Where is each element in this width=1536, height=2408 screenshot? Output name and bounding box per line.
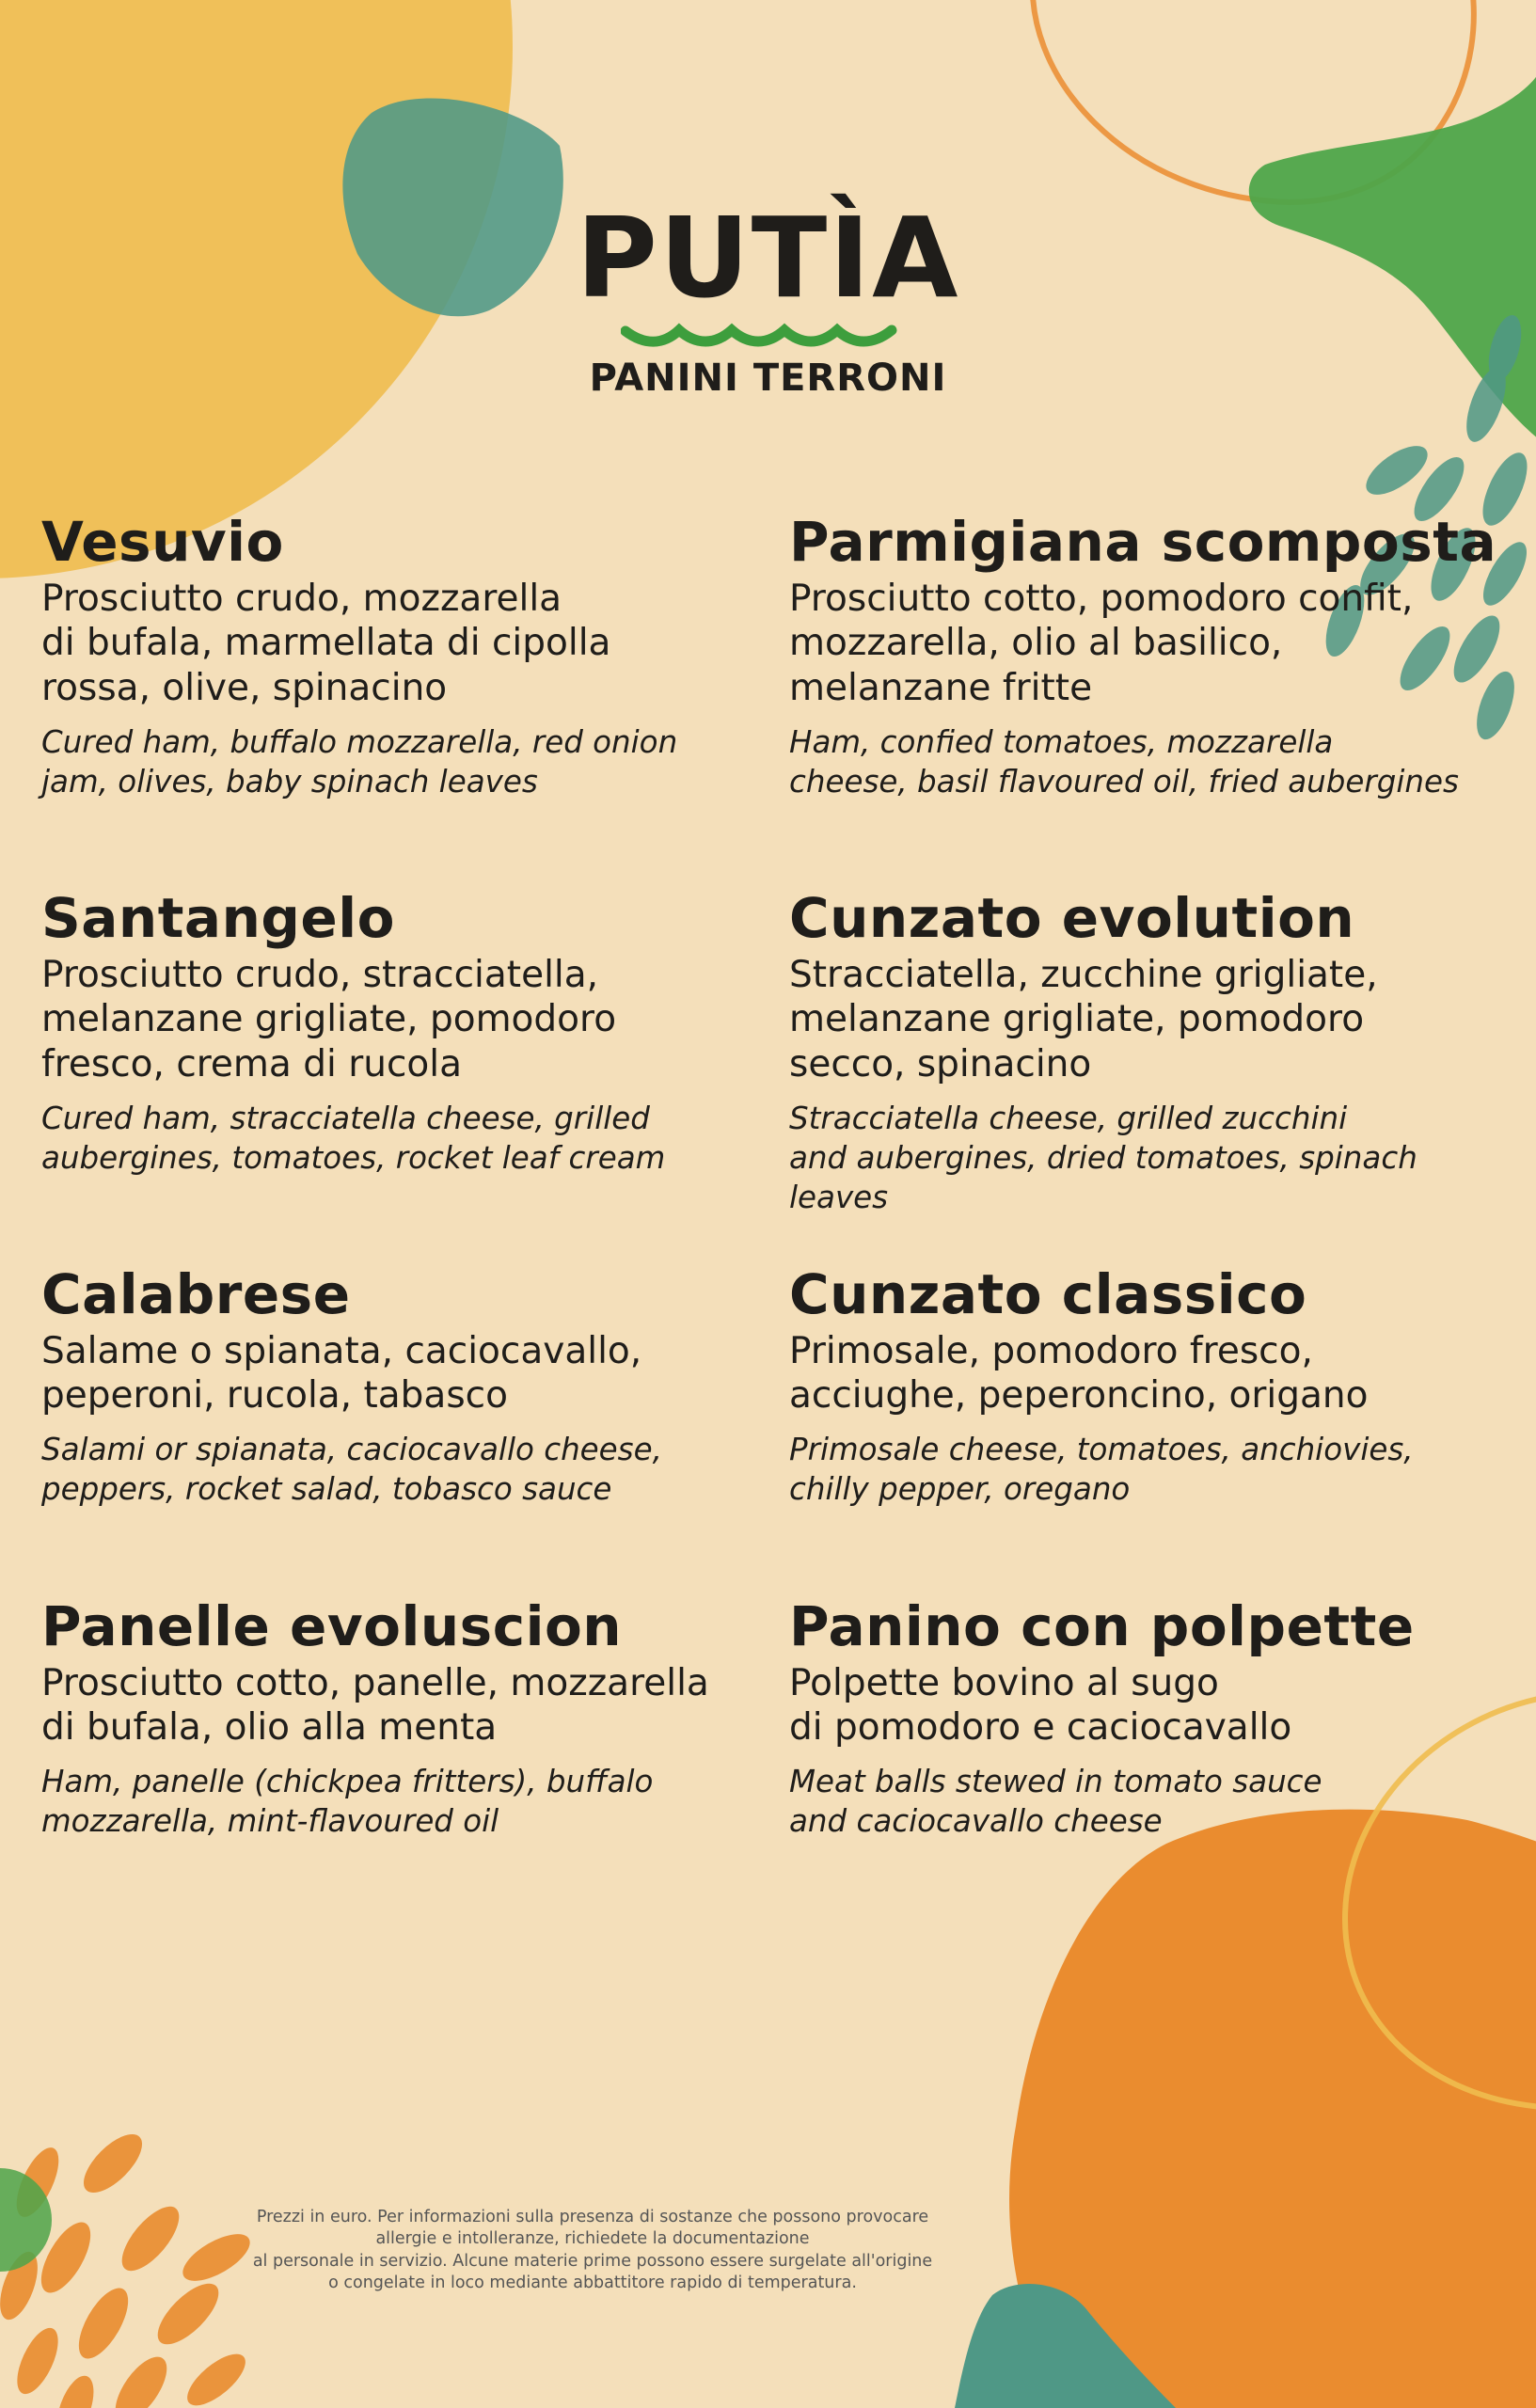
item-name: Panelle evoluscion <box>41 1594 623 1658</box>
item-description-italian: Primosale, pomodoro fresco, acciughe, peperoncino, origano <box>789 1329 1369 1418</box>
item-description-italian: Salame o spianata, caciocavallo, peperoni, rucola, tabasco <box>41 1329 642 1418</box>
item-description-italian: Prosciutto crudo, stracciatella, melanzane grigliate, pomodoro fresco, crema di rucola <box>41 953 617 1085</box>
item-description-italian: Polpette bovino al sugo di pomodoro e caciocavallo <box>789 1661 1292 1750</box>
menu-item <box>41 1262 775 1509</box>
item-description-italian: Prosciutto crudo, mozzarella di bufala, marmellata di cipolla rossa, olive, spinacino <box>41 577 611 709</box>
allergen-disclaimer: Prezzi in euro. Per informazioni sulla presenza di sostanze che possono provocare allergie e intolleranze, richiedete la documentazione al personale in servizio. Alcune materie prime possono essere surgelate all'origine o congelate in loco mediante abbattitore rapido di temperatura. <box>252 2208 933 2292</box>
item-description-english: Ham, confied tomatoes, mozzarella cheese, basil flavoured oil, fried aubergines <box>789 723 1459 800</box>
item-name: Cunzato classico <box>789 1262 1307 1326</box>
menu-item <box>41 510 775 801</box>
wave-logo-icon <box>621 317 912 355</box>
item-name: Panino con polpette <box>789 1594 1415 1658</box>
item-description-english: Primosale cheese, tomatoes, anchiovies, chilly pepper, oregano <box>789 1431 1414 1508</box>
item-description-english: Cured ham, buffalo mozzarella, red onion jam, olives, baby spinach leaves <box>41 723 678 800</box>
menu-item <box>41 886 775 1178</box>
item-description-italian: Prosciutto cotto, panelle, mozzarella di bufala, olio alla menta <box>41 1661 709 1750</box>
item-name: Cunzato evolution <box>789 886 1355 950</box>
menu-item <box>41 1594 775 1841</box>
item-description-english: Salami or spianata, caciocavallo cheese, peppers, rocket salad, tobasco sauce <box>41 1431 662 1508</box>
item-name: Calabrese <box>41 1262 351 1326</box>
brand-name: PUTÌA <box>576 193 960 323</box>
item-description-english: Cured ham, stracciatella cheese, grilled aubergines, tomatoes, rocket leaf cream <box>41 1100 666 1176</box>
item-description-english: Stracciatella cheese, grilled zucchini and aubergines, dried tomatoes, spinach leaves <box>789 1100 1417 1216</box>
brand-subtitle: PANINI TERRONI <box>589 356 947 400</box>
item-description-english: Meat balls stewed in tomato sauce and caciocavallo cheese <box>789 1763 1322 1840</box>
menu-item <box>789 1262 1523 1509</box>
menu-item <box>789 886 1523 1217</box>
item-name: Vesuvio <box>41 510 284 574</box>
item-name: Santangelo <box>41 886 395 950</box>
menu-item <box>789 510 1523 801</box>
item-description-english: Ham, panelle (chickpea fritters), buffalo mozzarella, mint-flavoured oil <box>41 1763 654 1840</box>
orange-leaves-shape <box>0 2125 257 2408</box>
menu-item <box>789 1594 1523 1841</box>
item-description-italian: Stracciatella, zucchine grigliate, melanzane grigliate, pomodoro secco, spinacino <box>789 953 1378 1085</box>
item-name: Parmigiana scomposta <box>789 510 1497 574</box>
item-description-italian: Prosciutto cotto, pomodoro confit, mozzarella, olio al basilico, melanzane fritte <box>789 577 1414 709</box>
